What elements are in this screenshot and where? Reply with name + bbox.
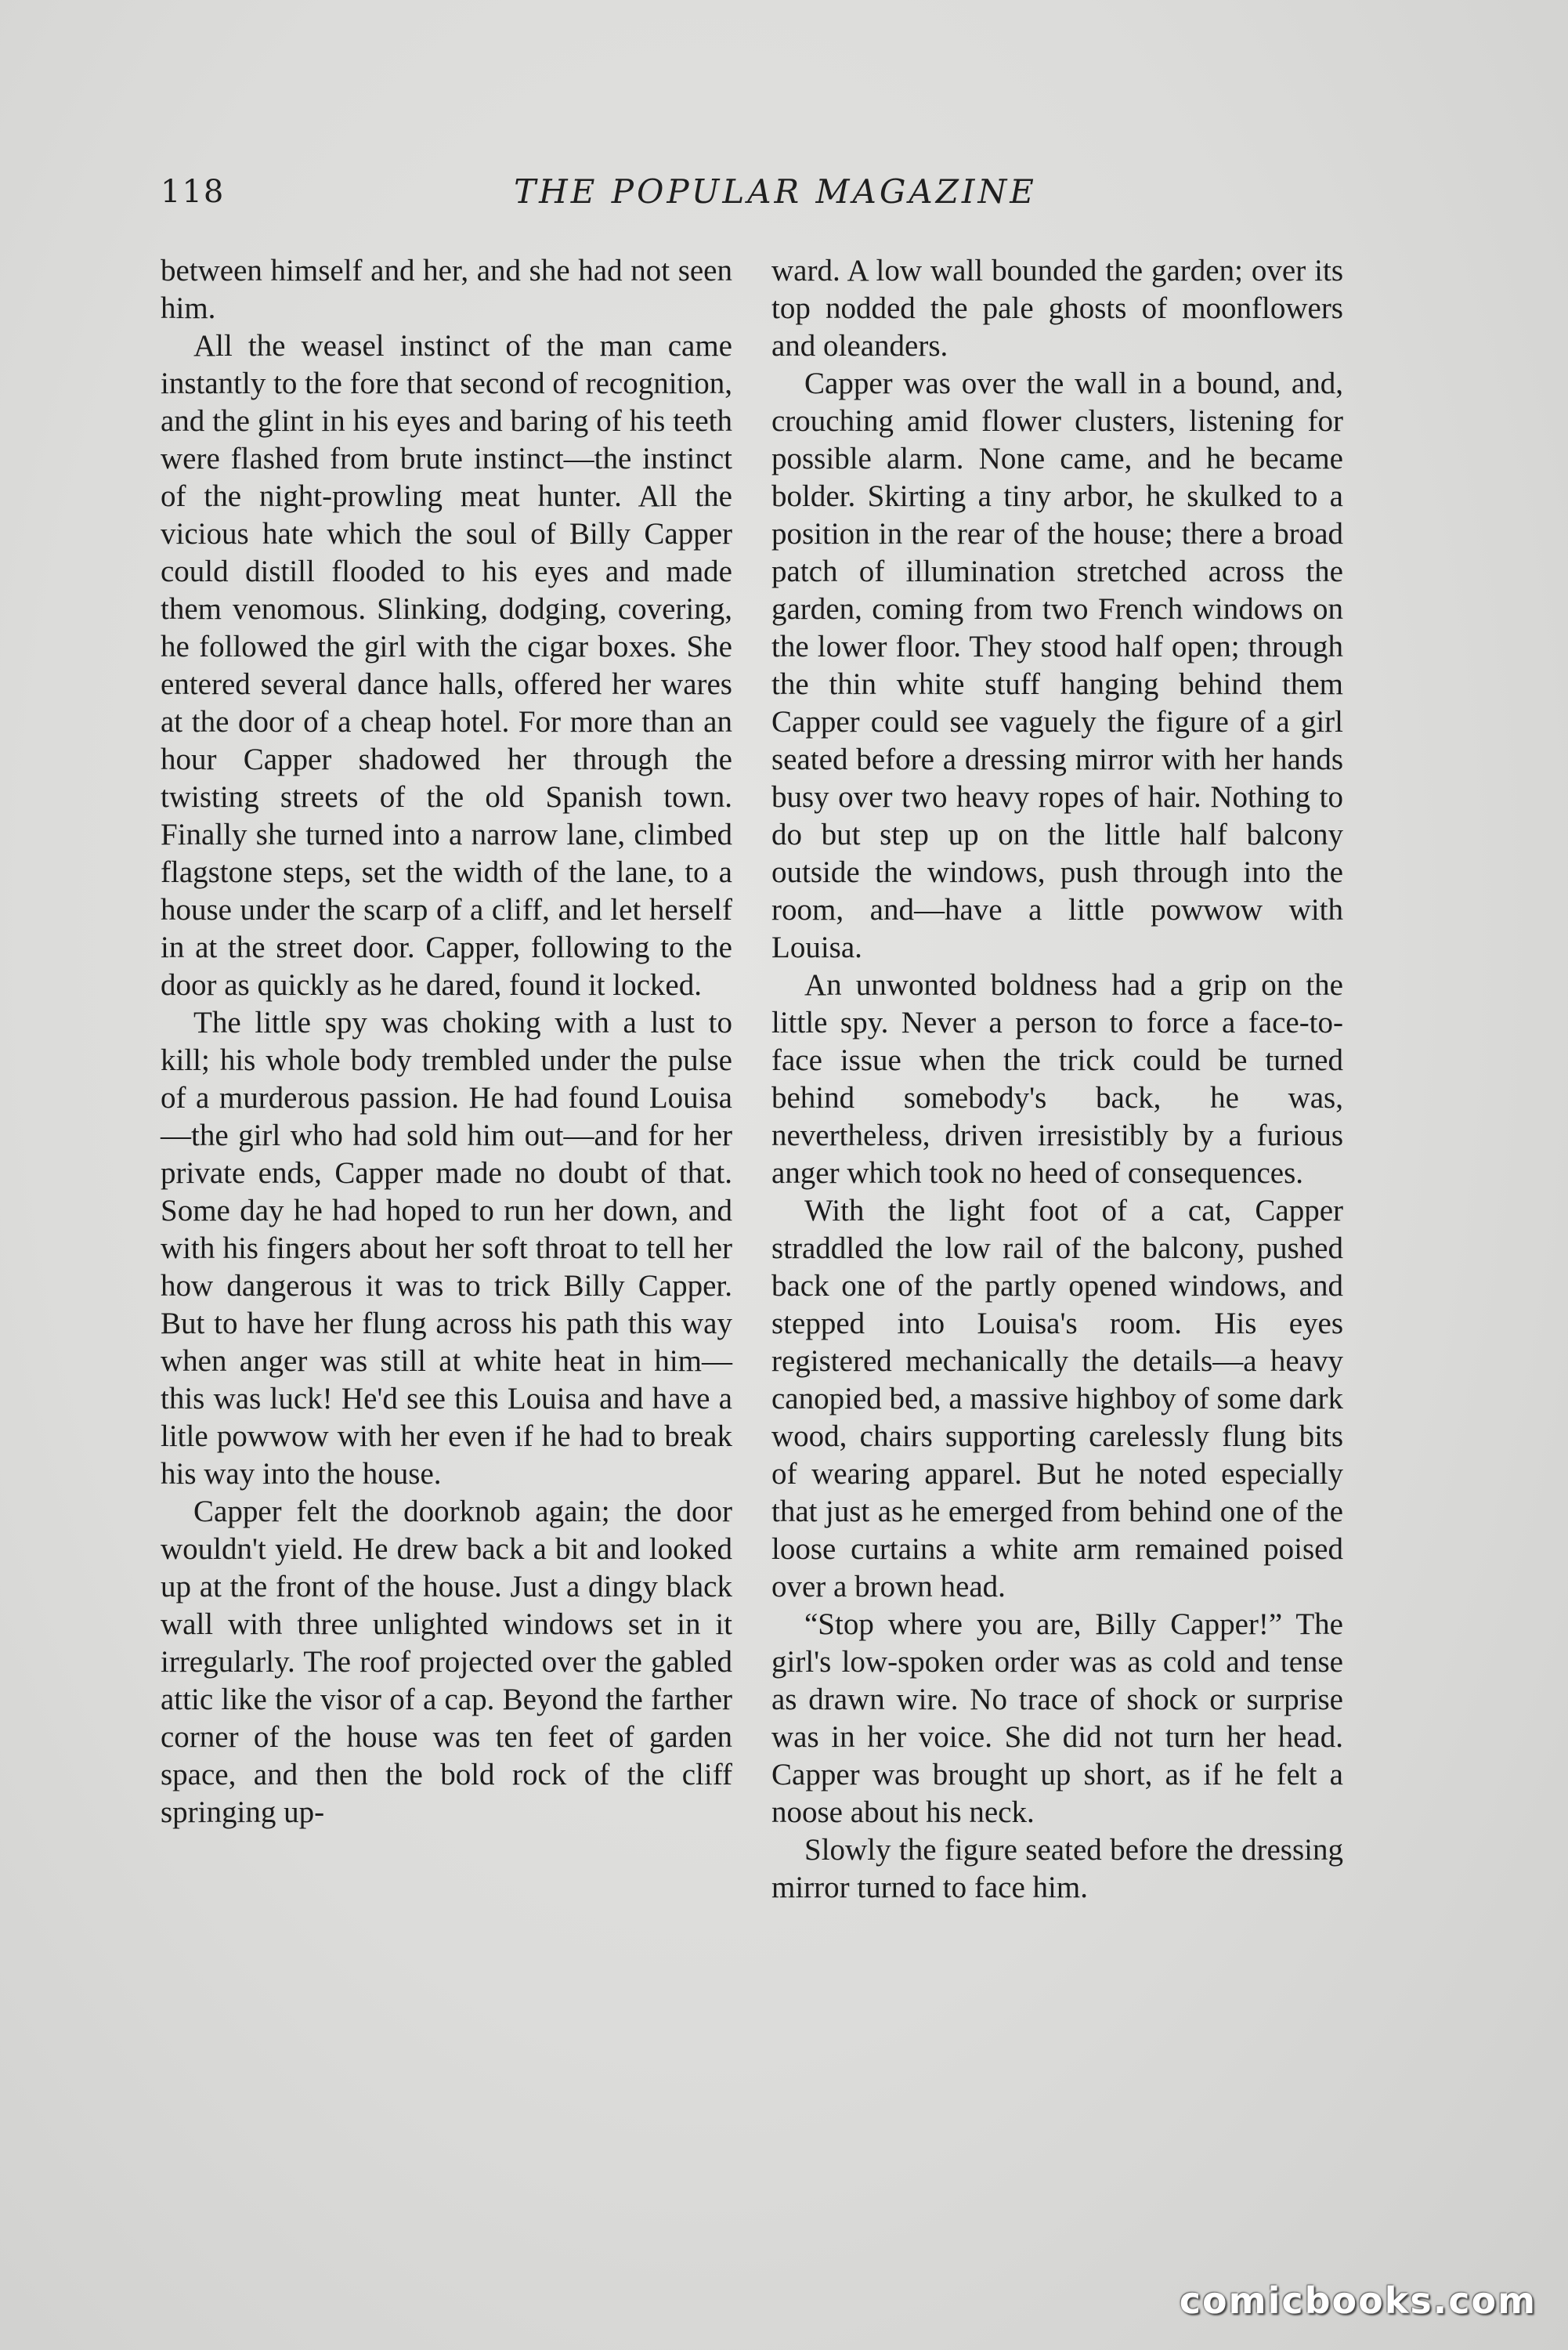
site-watermark: comicbooks.com [1179,2280,1537,2322]
left-paragraph-2: All the weasel instinct of the man came instantly to the fore that second of recognition, and the glint in his eyes and baring of his teeth were flashed from brute instinct—the instinct of the night-prowling meat hunter. All the vicious hate which the soul of Billy Capper could distill flooded to his eyes and made them venomous. Slinking, dodging, covering, he followed the girl with the cigar boxes. She entered several dance halls, offered her wares at the door of a cheap hotel. For more than an hour Capper shadowed her through the twisting streets of the old Spanish town. Finally she turned into a narrow lane, climbed flagstone steps, set the width of the lane, to a house under the scarp of a cliff, and let herself in at the street door. Capper, following to the door as quickly as he dared, found it locked. [161,329,732,1002]
right-paragraph-3: An unwonted boldness had a grip on the little spy. Never a person to force a face-to-face issue when the trick could be turned behind somebody's back, he was, nevertheless, driven irresistibly by a furious anger which took no heed of consequences. [771,968,1343,1190]
left-paragraph-1: between himself and her, and she had not seen him. [161,254,732,325]
left-paragraph-4: Capper felt the doorknob again; the door wouldn't yield. He drew back a bit and looked up at the front of the house. Just a dingy black wall with three unlighted windows set in it irregularly. The roof projected over the gabled attic like the visor of a cap. Beyond the farther corner of the house was ten feet of garden space, and then the bold rock of the cliff springing up- [161,1495,732,1829]
right-paragraph-1: ward. A low wall bounded the garden; over its top nodded the pale ghosts of moonflowers and oleanders. [771,254,1343,363]
right-column [771,252,1343,1907]
right-paragraph-2: Capper was over the wall in a bound, and, crouching amid flower clusters, listening for possible alarm. None came, and he became bolder. Skirting a tiny arbor, he skulked to a position in the rear of the house; there a broad patch of illumination stretched across the garden, coming from two French windows on the lower floor. They stood half open; through the thin white stuff hanging behind them Capper could see vaguely the figure of a girl seated before a dressing mirror with her hands busy over two heavy ropes of hair. Nothing to do but step up on the little half balcony outside the windows, push through into the room, and—have a little powwow with Louisa. [771,367,1343,964]
running-title: THE POPULAR MAGAZINE [514,172,1037,211]
right-paragraph-4: With the light foot of a cat, Capper straddled the low rail of the balcony, pushed back one of the partly opened windows, and stepped into Louisa's room. His eyes registered mechanically the details—a heavy canopied bed, a massive highboy of some dark wood, chairs supporting carelessly flung bits of wearing apparel. But he noted especially that just as he emerged from behind one of the loose curtains a white arm remained poised over a brown head. [771,1194,1343,1603]
page-number: 118 [161,174,226,210]
left-paragraph-3: The little spy was choking with a lust to kill; his whole body trembled under the pulse of a murderous passion. He had found Louisa—the girl who had sold him out—and for her private ends, Capper made no doubt of that. Some day he had hoped to run her down, and with his fingers about her soft throat to tell her how dangerous it was to trick Billy Capper. But to have her flung across his path this way when anger was still at white heat in him—this was luck! He'd see this Louisa and have a litle powwow with her even if he had to break his way into the house. [161,1006,732,1491]
right-paragraph-5: “Stop where you are, Billy Capper!” The girl's low-spoken order was as cold and tense as drawn wire. No trace of shock or surprise was in her voice. She did not turn her head. Capper was brought up short, as if he felt a noose about his neck. [771,1607,1343,1829]
left-column [161,252,732,1831]
right-paragraph-6: Slowly the figure seated before the dressing mirror turned to face him. [771,1833,1343,1904]
page-header [161,174,1390,229]
